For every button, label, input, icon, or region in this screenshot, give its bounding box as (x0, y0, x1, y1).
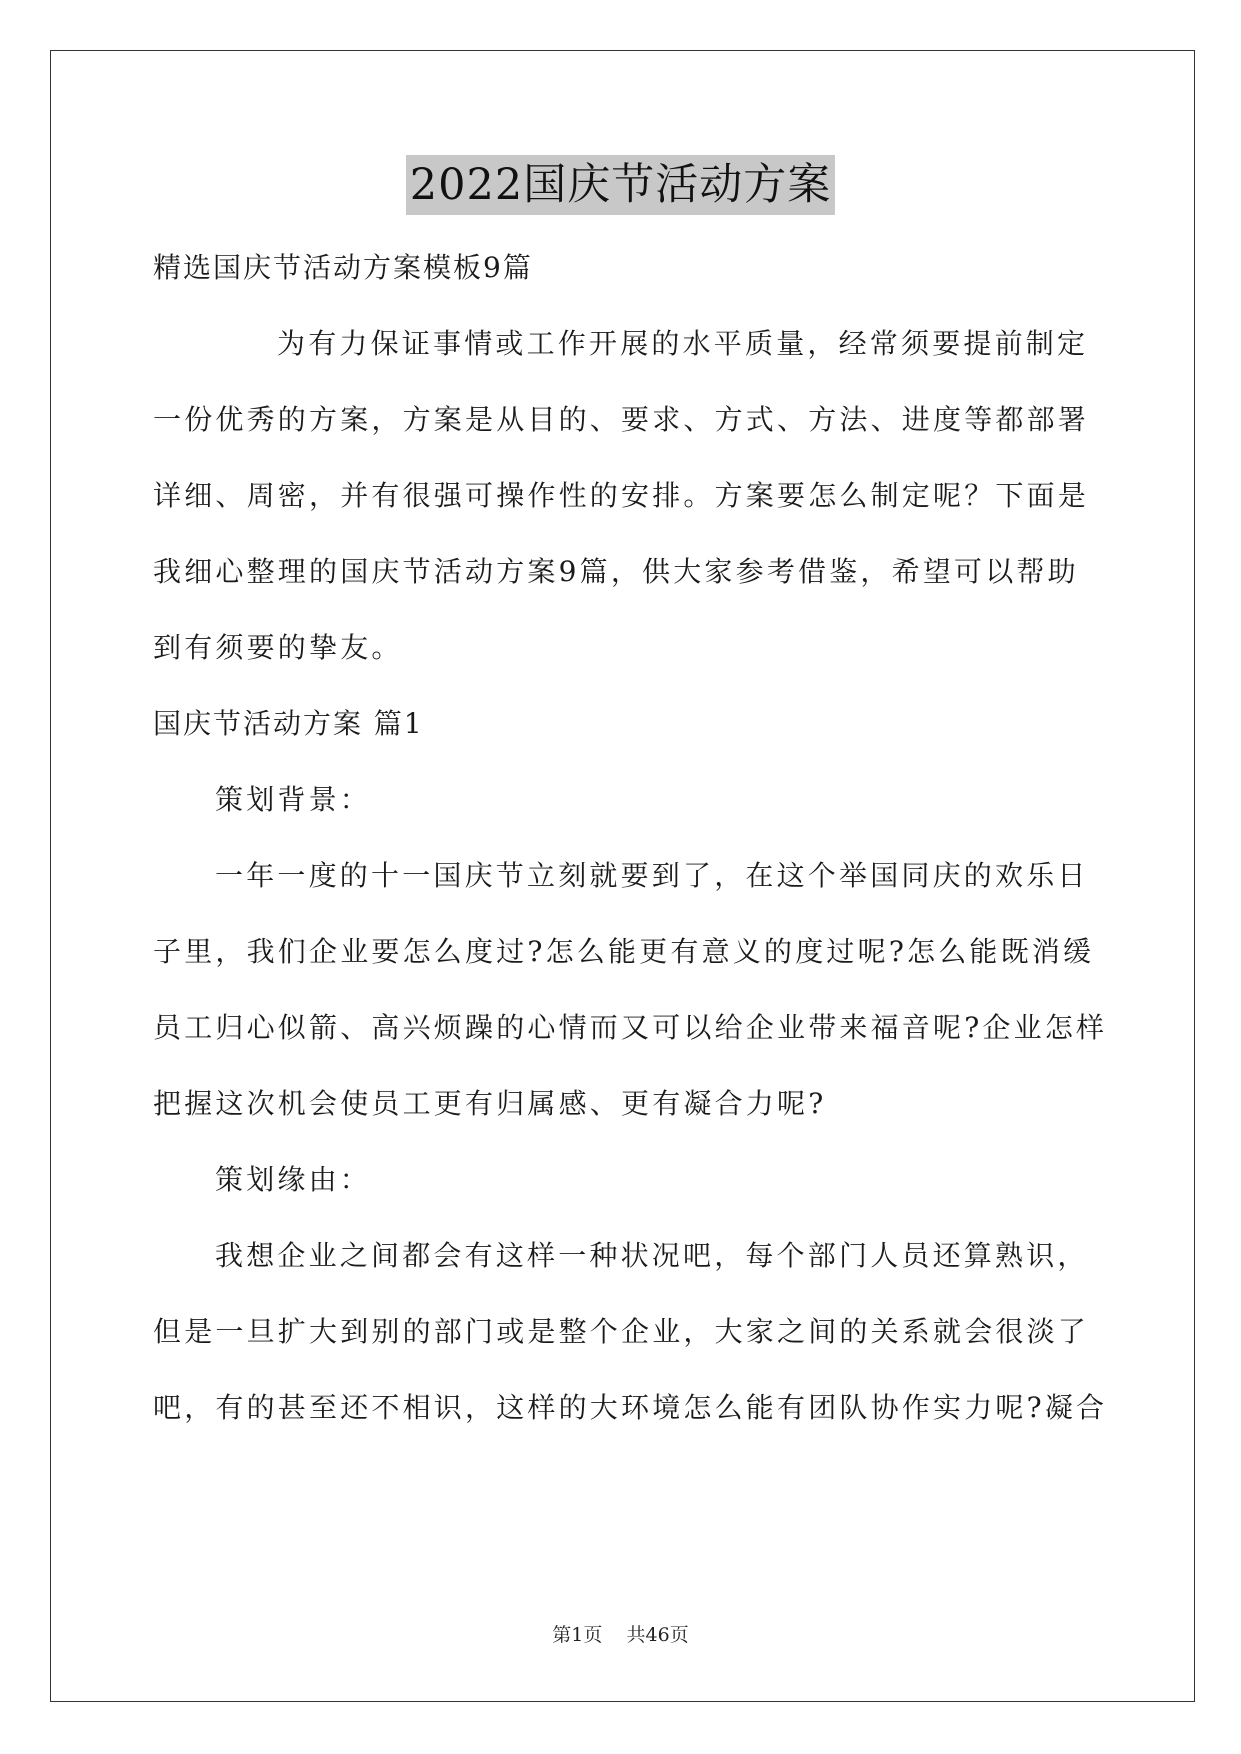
page-total: 共46页 (626, 1624, 689, 1646)
document-subtitle: 精选国庆节活动方案模板9篇 (153, 251, 533, 284)
background-line: 子里，我们企业要怎么度过?怎么能更有意义的度过呢?怎么能既消缓 (153, 935, 1095, 968)
reason-line: 吧，有的甚至还不相识，这样的大环境怎么能有团队协作实力呢?凝合 (153, 1391, 1108, 1424)
document-body (153, 230, 1108, 1446)
background-line: 一年一度的十一国庆节立刻就要到了，在这个举国同庆的欢乐日 (215, 859, 1089, 892)
section-title: 国庆节活动方案 篇1 (153, 707, 424, 740)
reason-line: 但是一旦扩大到别的部门或是整个企业，大家之间的关系就会很淡了 (153, 1315, 1090, 1348)
page-number: 第1页 (552, 1624, 603, 1646)
intro-line: 到有须要的挚友。 (153, 631, 403, 664)
reason-heading: 策划缘由： (215, 1163, 372, 1196)
background-line: 把握这次机会使员工更有归属感、更有凝合力呢? (153, 1087, 827, 1120)
document-title: 2022国庆节活动方案 (406, 155, 835, 215)
background-heading: 策划背景： (215, 783, 372, 816)
title-container (0, 155, 1241, 215)
page-footer (0, 1620, 1241, 1647)
intro-line: 我细心整理的国庆节活动方案9篇，供大家参考借鉴，希望可以帮助 (153, 555, 1079, 588)
intro-line: 为有力保证事情或工作开展的水平质量，经常须要提前制定 (277, 327, 1089, 360)
reason-line: 我想企业之间都会有这样一种状况吧，每个部门人员还算熟识， (215, 1239, 1089, 1272)
intro-line: 详细、周密，并有很强可操作性的安排。方案要怎么制定呢？下面是 (153, 479, 1090, 512)
intro-line: 一份优秀的方案，方案是从目的、要求、方式、方法、进度等都部署 (153, 403, 1090, 436)
background-line: 员工归心似箭、高兴烦躁的心情而又可以给企业带来福音呢?企业怎样 (153, 1011, 1108, 1044)
